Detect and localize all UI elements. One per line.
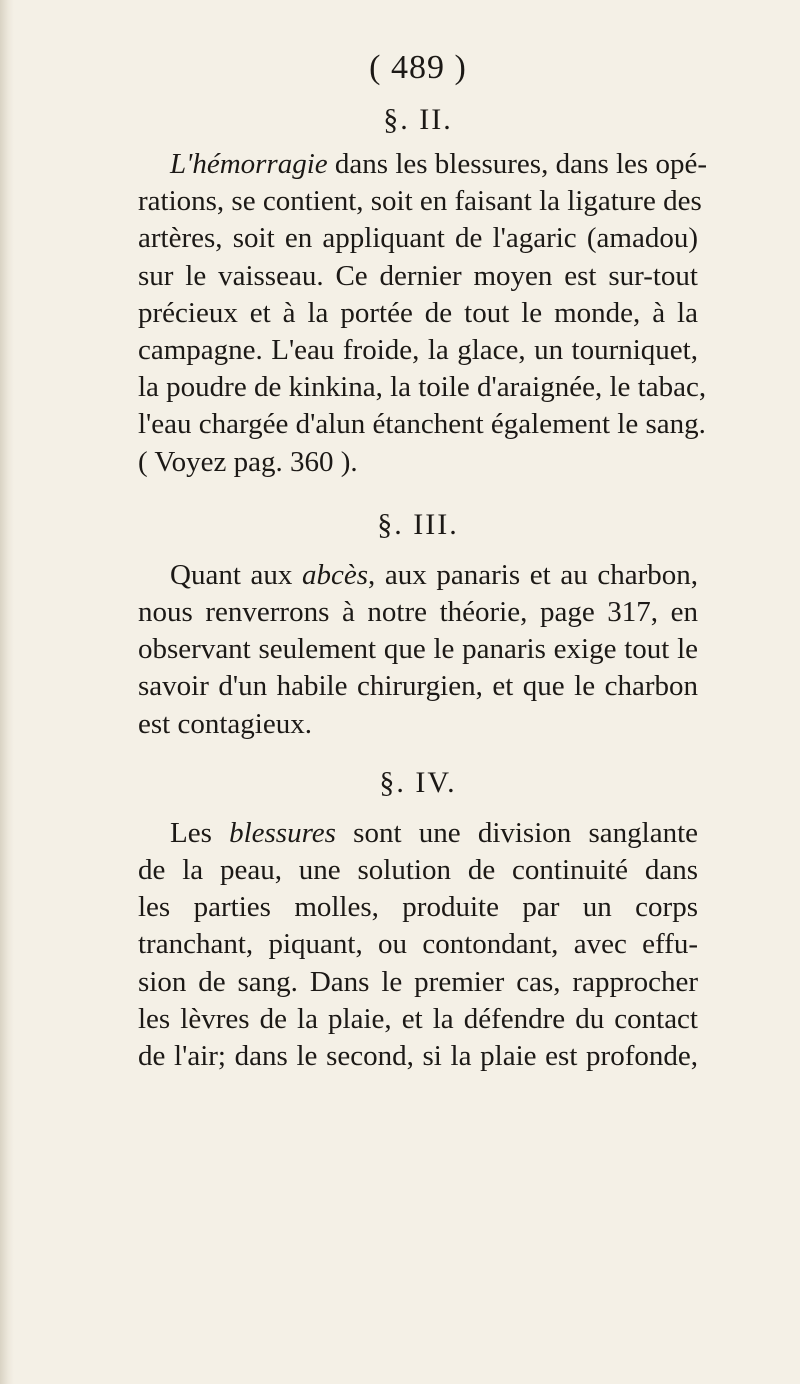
section-heading-ii: §. II. <box>383 103 453 136</box>
text-line: de la peau, une solution de continuité dans <box>138 854 698 887</box>
text-line: rations, se contient, soit en faisant la ligature des <box>138 185 702 218</box>
text-line: la poudre de kinkina, la toile d'araignée, le tabac, <box>138 371 707 404</box>
italic-term: abcès <box>302 558 369 591</box>
text-line: campagne. L'eau froide, la glace, un tourniquet, <box>138 334 698 367</box>
text-line: tranchant, piquant, ou contondant, avec effu- <box>138 928 698 961</box>
text-line: sur le vaisseau. Ce dernier moyen est sur-tout <box>138 259 698 292</box>
text-line: l'eau chargée d'alun étanchent également le sang. <box>138 408 706 441</box>
text-line: est contagieux. <box>138 707 312 740</box>
paragraph-blessures <box>138 815 698 1075</box>
text-line: de l'air; dans le second, si la plaie est profonde, <box>138 1040 698 1073</box>
paragraph-hemorragie <box>138 146 707 481</box>
text-line: observant seulement que le panaris exige tout le <box>138 633 698 666</box>
text-line: précieux et à la portée de tout le monde, à la <box>138 296 698 329</box>
text-line: les lèvres de la plaie, et la défendre du contact <box>138 1002 698 1035</box>
italic-term: L'hémorragie <box>170 148 328 180</box>
section-heading-iii: §. III. <box>377 507 459 541</box>
text-line: nous renverrons à notre théorie, page 317, en <box>138 596 698 629</box>
text-line: les parties molles, produite par un corps <box>138 891 698 924</box>
page-number: ( 489 ) <box>369 49 467 86</box>
book-page <box>138 48 707 1075</box>
text-line: sion de sang. Dans le premier cas, rapprocher <box>138 965 698 998</box>
text-line: Quant aux abcès, aux panaris et au charbon, <box>170 558 698 591</box>
book-gutter-shadow <box>0 0 14 1384</box>
italic-term: blessures <box>229 816 336 849</box>
text-line: L'hémorragie dans les blessures, dans les opé- <box>170 148 707 180</box>
text-line: Les blessures sont une division sanglante <box>170 816 699 849</box>
text-line: ( Voyez pag. 360 ). <box>138 445 358 478</box>
text-line: artères, soit en appliquant de l'agaric (amadou) <box>138 222 698 255</box>
section-heading-iv: §. IV. <box>379 765 457 799</box>
text-line: savoir d'un habile chirurgien, et que le charbon <box>138 670 698 703</box>
paragraph-abces <box>138 557 698 743</box>
